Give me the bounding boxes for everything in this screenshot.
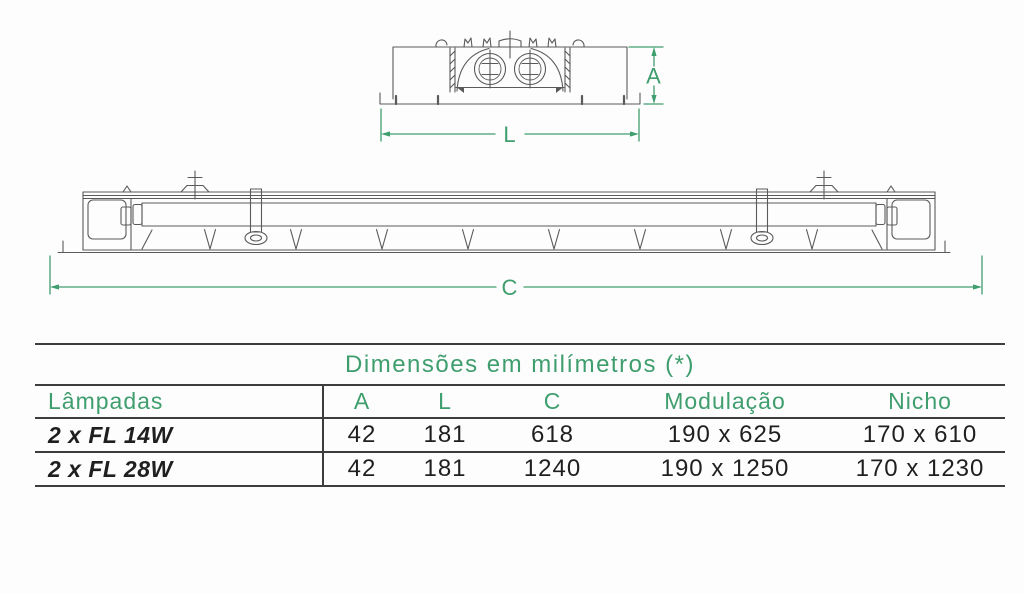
dimension-c xyxy=(50,256,982,300)
dim-a-label: A xyxy=(646,63,662,89)
top-view-cross-section xyxy=(380,31,640,104)
table-row-fl14w xyxy=(35,419,1005,453)
col-header-a: A xyxy=(322,386,400,417)
dimensions-table xyxy=(35,343,1005,487)
cell-lamp: 2 x FL 28W xyxy=(48,455,173,482)
cell-a: 42 xyxy=(322,453,400,485)
cell-l: 181 xyxy=(423,455,467,482)
col-header-nicho: Nicho xyxy=(888,388,952,414)
cell-l: 181 xyxy=(423,421,467,448)
dimension-a xyxy=(629,47,663,104)
col-header-c: C xyxy=(543,388,562,414)
table-header-row xyxy=(35,386,1005,419)
col-header-lampadas: Lâmpadas xyxy=(48,388,164,414)
cell-modulacao: 190 x 625 xyxy=(667,421,783,448)
col-header-modulacao: Modulação xyxy=(664,388,786,414)
cell-lamp: 2 x FL 14W xyxy=(48,421,173,448)
table-row-fl28w xyxy=(35,453,1005,487)
dimension-l xyxy=(381,109,639,147)
side-view-elevation xyxy=(58,171,950,253)
cell-c: 618 xyxy=(530,421,575,448)
cell-modulacao: 190 x 1250 xyxy=(660,455,790,482)
table-title: Dimensões em milímetros (*) xyxy=(35,343,1005,386)
cell-c: 1240 xyxy=(523,455,582,482)
cell-nicho: 170 x 610 xyxy=(862,421,978,448)
col-header-l: L xyxy=(438,388,452,414)
dim-l-label: L xyxy=(503,122,517,147)
cell-a: 42 xyxy=(322,419,400,451)
cell-nicho: 170 x 1230 xyxy=(855,455,985,482)
dim-c-label: C xyxy=(501,275,519,300)
